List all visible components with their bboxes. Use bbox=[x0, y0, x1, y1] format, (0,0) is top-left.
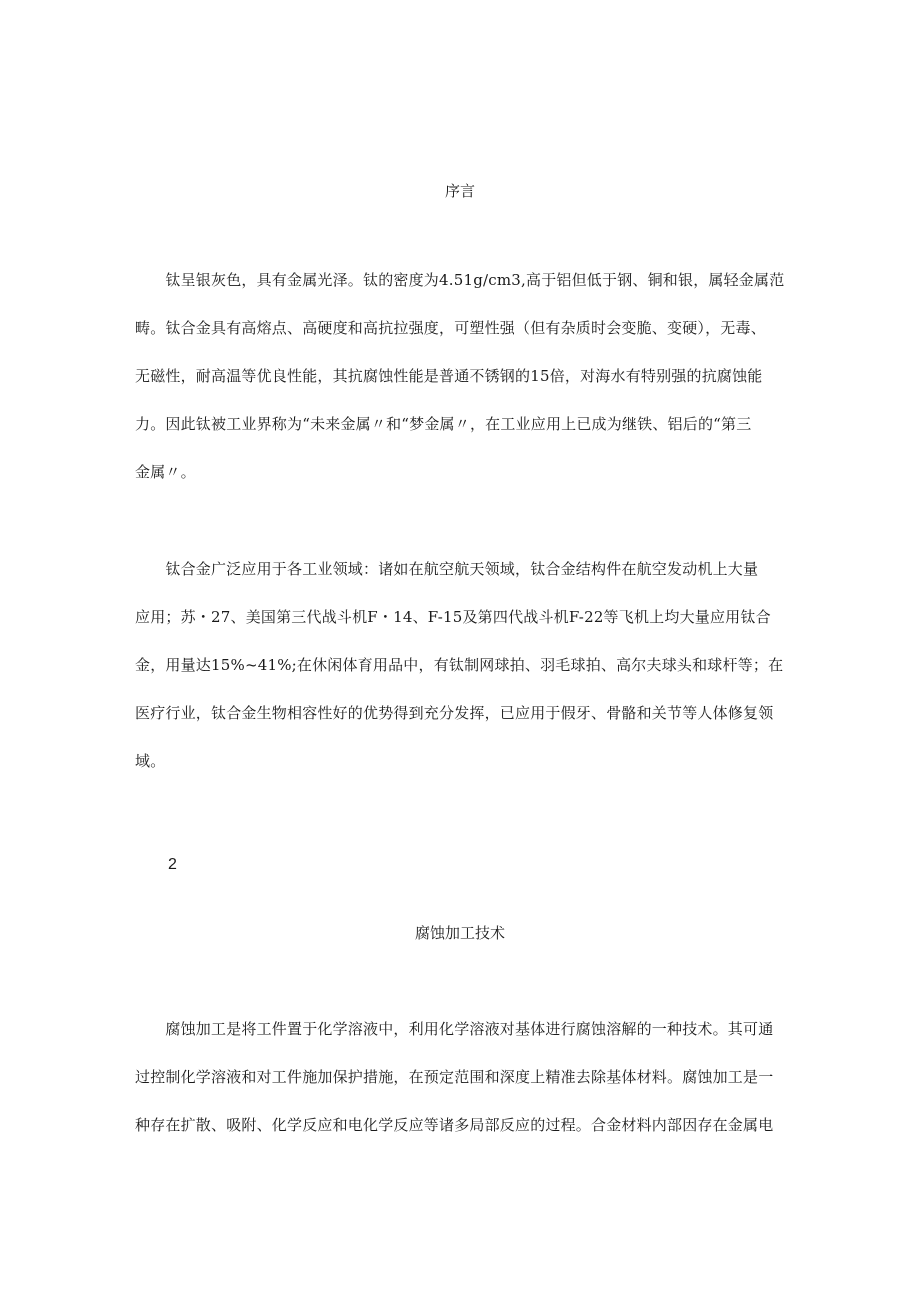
text-line: 医疗行业，钛合金生物相容性好的优势得到充分发挥，已应用于假牙、骨骼和关节等人体修复领 bbox=[135, 704, 774, 722]
text-line: 力。因此钛被工业界称为“未来金属〃和“梦金属〃，在工业应用上已成为继铁、铝后的“第三 bbox=[135, 415, 752, 433]
text-line: 金属〃。 bbox=[135, 463, 196, 481]
text-line: 金，用量达15%~41%;在休闲体育用品中，有钛制网球拍、羽毛球拍、高尔夫球头和球杆等；在 bbox=[135, 656, 784, 674]
text-line: 应用；苏・27、美国第三代战斗机F・14、F-15及第四代战斗机F-22等飞机上均大量应用钛合 bbox=[135, 608, 771, 626]
text-line: 过控制化学溶液和对工件施加保护措施，在预定范围和深度上精准去除基体材料。腐蚀加工是一 bbox=[135, 1068, 774, 1086]
preface-paragraph-2 bbox=[135, 557, 795, 797]
text-line: 种存在扩散、吸附、化学反应和电化学反应等诸多局部反应的过程。合金材料内部因存在金属电 bbox=[135, 1116, 774, 1134]
preface-paragraph-1 bbox=[135, 268, 795, 508]
text-line: 无磁性，耐高温等优良性能，其抗腐蚀性能是普通不锈钢的15倍，对海水有特别强的抗腐蚀能 bbox=[135, 367, 763, 385]
page-number: 2 bbox=[168, 856, 177, 873]
section-title: 腐蚀加工技术 bbox=[414, 924, 505, 942]
text-line: 钛合金广泛应用于各工业领域：诸如在航空航天领域，钛合金结构件在航空发动机上大量 bbox=[135, 560, 759, 578]
text-line: 钛呈银灰色，具有金属光泽。钛的密度为4.51g∕cm3,高于铝但低于钢、铜和银，属轻金属范 bbox=[135, 271, 785, 289]
text-line: 腐蚀加工是将工件置于化学溶液中，利用化学溶液对基体进行腐蚀溶解的一种技术。其可通 bbox=[135, 1020, 774, 1038]
preface-title: 序言 bbox=[444, 182, 475, 200]
text-line: 域。 bbox=[135, 752, 166, 770]
section-paragraph-1 bbox=[135, 1017, 795, 1161]
text-line: 畴。钛合金具有高熔点、高硬度和高抗拉强度，可塑性强（但有杂质时会变脆、变硬），无毒、 bbox=[135, 319, 766, 337]
